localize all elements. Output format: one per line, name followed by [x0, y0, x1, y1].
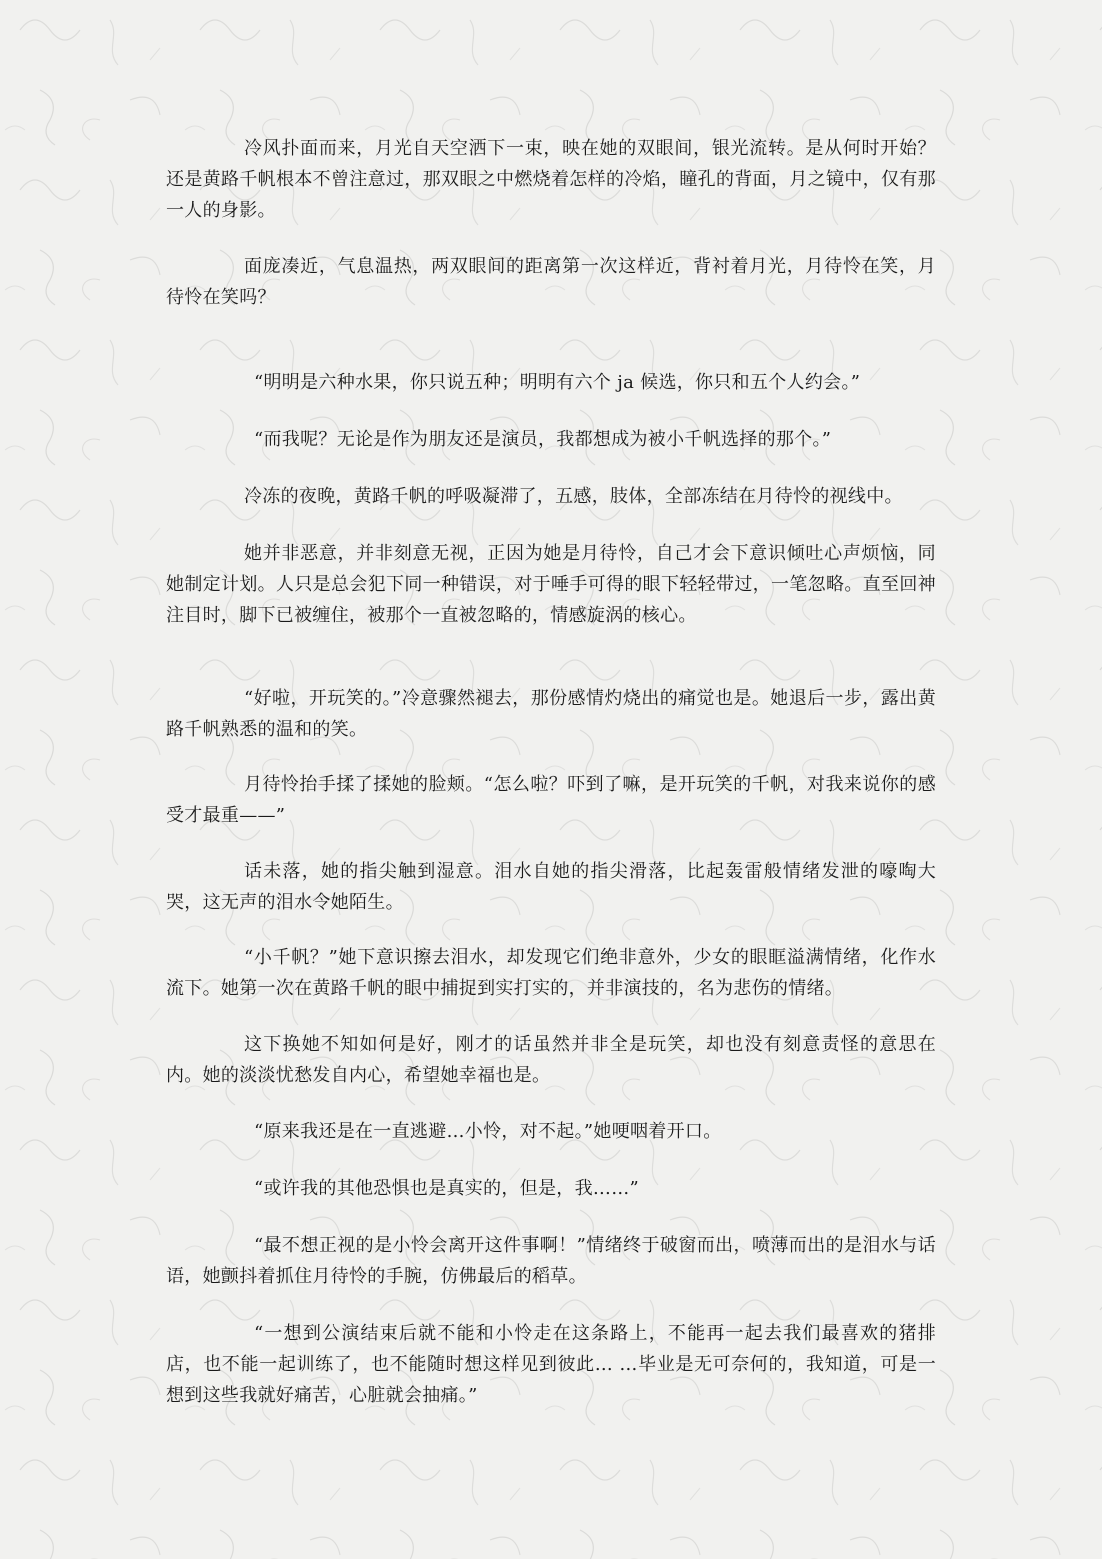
- paragraph: “原来我还是在一直逃避…小怜，对不起。”她哽咽着开口。: [254, 1121, 722, 1142]
- paragraph: 月待怜抬手揉了揉她的脸颊。“怎么啦？吓到了嘛，是开玩笑的千帆，对我来说你的感受才最重——”: [166, 774, 936, 826]
- paragraph: 她并非恶意，并非刻意无视，正因为她是月待怜，自己才会下意识倾吐心声烦恼，同她制定计划。人只是总会犯下同一种错误，对于唾手可得的眼下轻轻带过，一笔忽略。直至回神注目时，脚下已被缠住，被那个一直被忽略的，情感旋涡的核心。: [166, 543, 936, 626]
- paragraph: 冷冻的夜晚，黄路千帆的呼吸凝滞了，五感，肢体，全部冻结在月待怜的视线中。: [244, 486, 903, 507]
- paragraph: 话未落，她的指尖触到湿意。泪水自她的指尖滑落，比起轰雷般情绪发泄的嚎啕大哭，这无声的泪水令她陌生。: [166, 861, 936, 913]
- paragraph: “或许我的其他恐惧也是真实的，但是，我……”: [254, 1178, 640, 1199]
- paragraph: “小千帆？”她下意识擦去泪水，却发现它们绝非意外，少女的眼眶溢满情绪，化作水流下。她第一次在黄路千帆的眼中捕捉到实打实的，并非演技的，名为悲伤的情绪。: [166, 947, 936, 999]
- paragraph: 面庞凑近，气息温热，两双眼间的距离第一次这样近，背衬着月光，月待怜在笑，月待怜在笑吗？: [166, 256, 936, 308]
- paragraph: “而我呢？无论是作为朋友还是演员，我都想成为被小千帆选择的那个。”: [254, 429, 832, 450]
- paragraph: “明明是六种水果，你只说五种；明明有六个 ja 候选，你只和五个人约会。”: [254, 372, 861, 393]
- paragraph: 冷风扑面而来，月光自天空洒下一束，映在她的双眼间，银光流转。是从何时开始？还是黄路千帆根本不曾注意过，那双眼之中燃烧着怎样的冷焰，瞳孔的背面，月之镜中，仅有那一人的身影。: [166, 138, 936, 221]
- paragraph: “一想到公演结束后就不能和小怜走在这条路上，不能再一起去我们最喜欢的猪排店，也不能一起训练了，也不能随时想这样见到彼此… …毕业是无可奈何的，我知道，可是一想到这些我就好痛苦，心脏就会抽痛。”: [166, 1323, 936, 1406]
- paragraph: “好啦，开玩笑的。”冷意骤然褪去，那份感情灼烧出的痛觉也是。她退后一步，露出黄路千帆熟悉的温和的笑。: [166, 688, 936, 740]
- paragraph: “最不想正视的是小怜会离开这件事啊！”情绪终于破窗而出，喷薄而出的是泪水与话语，她颤抖着抓住月待怜的手腕，仿佛最后的稻草。: [166, 1235, 936, 1287]
- paragraph: 这下换她不知如何是好，刚才的话虽然并非全是玩笑，却也没有刻意责怪的意思在内。她的淡淡忧愁发自内心，希望她幸福也是。: [166, 1034, 936, 1086]
